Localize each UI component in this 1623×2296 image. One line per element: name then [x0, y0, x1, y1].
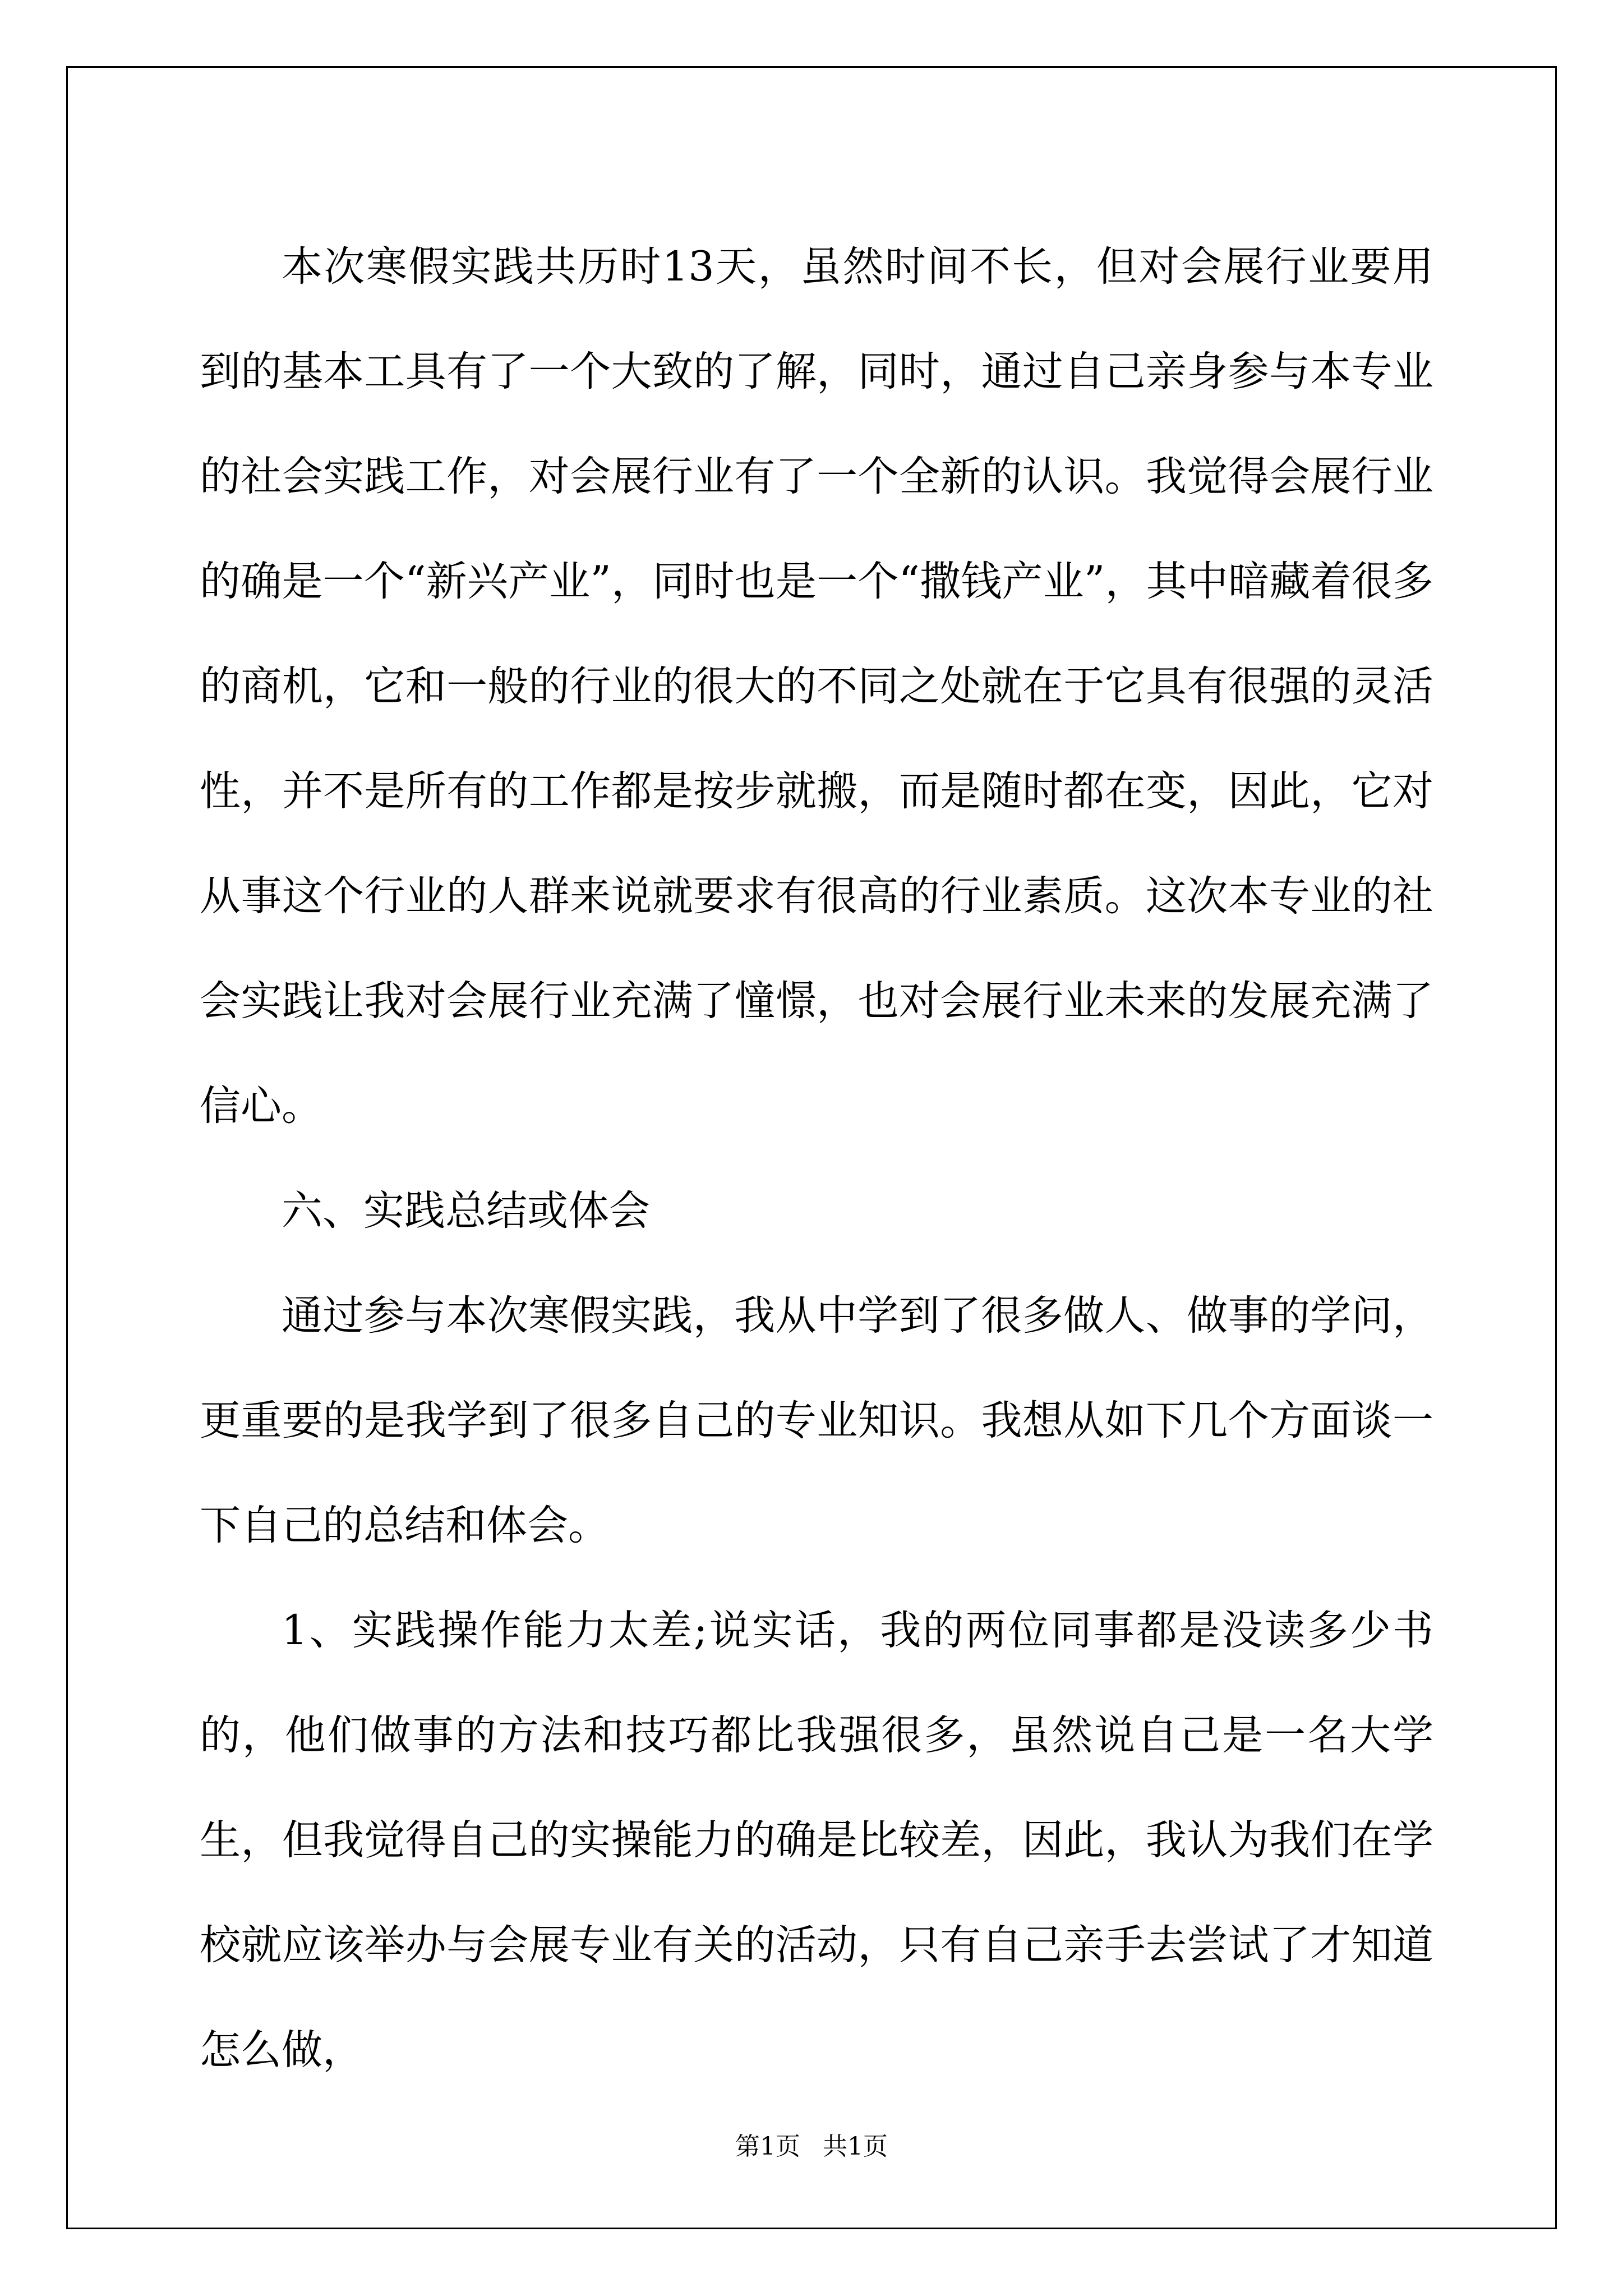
page-footer	[0, 2126, 1623, 2162]
paragraph-intro: 通过参与本次寒假实践，我从中学到了很多做人、做事的学问，更重要的是我学到了很多自己的专业知识。我想从如下几个方面谈一下自己的总结和体会。	[200, 1292, 1433, 1549]
paragraph-point-1: 1、实践操作能力太差;说实话，我的两位同事都是没读多少书的，他们做事的方法和技巧都比我强很多，虽然说自己是一名大学生，但我觉得自己的实操能力的确是比较差，因此，我认为我们在学校就应该举办与会展专业有关的活动，只有自己亲手去尝试了才知道怎么做，	[200, 1607, 1433, 2074]
document-body	[200, 214, 1433, 2102]
page-total: 共1页	[823, 2132, 888, 2161]
paragraph-summary: 本次寒假实践共历时13天，虽然时间不长，但对会展行业要用到的基本工具有了一个大致的了解，同时，通过自己亲身参与本专业的社会实践工作，对会展行业有了一个全新的认识。我觉得会展行业的确是一个“新兴产业”，同时也是一个“撒钱产业”，其中暗藏着很多的商机，它和一般的行业的很大的不同之处就在于它具有很强的灵活性，并不是所有的工作都是按步就搬，而是随时都在变，因此，它对从事这个行业的人群来说就要求有很高的行业素质。这次本专业的社会实践让我对会展行业充满了憧憬，也对会展行业未来的发展充满了信心。	[200, 243, 1433, 1130]
page-number: 第1页	[735, 2132, 800, 2161]
section-heading: 六、实践总结或体会	[282, 1187, 650, 1235]
